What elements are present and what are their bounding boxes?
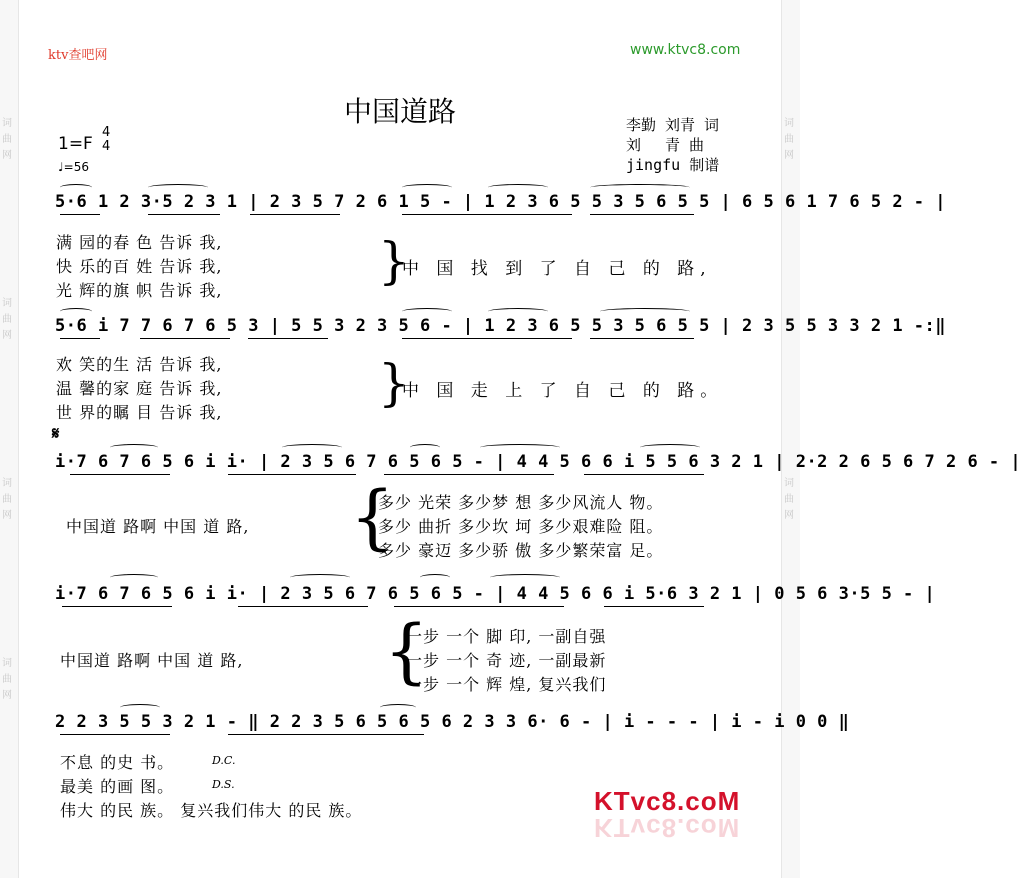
ending-line-c: 伟大 的民 族。 复兴我们伟大 的民 族。: [60, 801, 363, 820]
brace-2: }: [378, 354, 410, 412]
verse-line-2a: 欢 笑的生 活 告诉 我,: [56, 355, 223, 374]
song-title: 中国道路: [343, 95, 456, 128]
chorus-line-2: 中 国 走 上 了 自 己 的 路。: [402, 381, 724, 401]
key-signature: 1=F: [58, 134, 93, 154]
ktvc8-logo-reflection: KTvc8.coM: [594, 813, 741, 843]
refrain-line-3a: 多少 光荣 多少梦 想 多少风流人 物。: [378, 493, 664, 512]
verse-line-2c: 世 界的瞩 目 告诉 我,: [56, 403, 223, 422]
watermark-char: 曲: [784, 494, 794, 505]
watermark-char: 词: [784, 478, 794, 489]
verse-line-2b: 温 馨的家 庭 告诉 我,: [56, 379, 223, 398]
site-name-left[interactable]: ktv查吧网: [48, 48, 108, 63]
tempo-marking: ♩=56: [58, 160, 89, 174]
verse-line-1c: 光 辉的旗 帜 告诉 我,: [56, 281, 223, 300]
watermark-char: 网: [2, 150, 12, 161]
left-watermark-strip: [0, 0, 19, 878]
watermark-char: 网: [784, 150, 794, 161]
site-url-right[interactable]: www.ktvc8.com: [630, 42, 741, 58]
watermark-char: 网: [2, 330, 12, 341]
lead-line-4: 中国道 路啊 中国 道 路,: [60, 651, 244, 670]
watermark-char: 曲: [2, 314, 12, 325]
ktvc8-logo[interactable]: KTvc8.coM: [594, 786, 741, 816]
brace-3: {: [350, 476, 395, 558]
verse-line-1b: 快 乐的百 姓 告诉 我,: [56, 257, 223, 276]
refrain-line-4c: 一步 一个 辉 煌, 复兴我们: [406, 675, 607, 694]
time-signature: [102, 126, 110, 154]
chorus-line-1: 中 国 找 到 了 自 己 的 路,: [402, 259, 712, 279]
refrain-line-3c: 多少 豪迈 多少骄 傲 多少繁荣富 足。: [378, 541, 664, 560]
arranger-credit: jingfu 制谱: [626, 156, 720, 174]
staff-row-2: 5·6 i 7 7 6 7 6 5 3 | 5 5 3 2 3 5 6 - | 1 2 3 6 5 5 3 5 6 5 5 | 2 3 5 5 3 3 2 1 -:‖: [55, 316, 946, 336]
ending-line-a: 不息 的史 书。: [60, 753, 175, 772]
staff-row-4: i·7 6 7 6 5 6 i i· | 2 3 5 6 7 6 5 6 5 - | 4 4 5 6 6 i 5·6 3 2 1 | 0 5 6 3·5 5 - |: [55, 584, 936, 604]
watermark-char: 网: [2, 690, 12, 701]
time-bottom: 4: [102, 139, 111, 154]
watermark-char: 曲: [2, 674, 12, 685]
staff-row-5: 2 2 3 5 5 3 2 1 - ‖ 2 2 3 5 6 5 6 5 6 2 3 3 6· 6 - | i - - - | i - i 0 0 ‖: [55, 712, 850, 732]
watermark-char: 曲: [2, 134, 12, 145]
ds-marking: D.S.: [212, 778, 235, 791]
watermark-char: 词: [2, 478, 12, 489]
staff-row-3: i·7 6 7 6 5 6 i i· | 2 3 5 6 7 6 5 6 5 - | 4 4 5 6 6 i 5 5 6 3 2 1 | 2·2 2 6 5 6 7 2 6 - |: [55, 452, 1021, 472]
refrain-line-4a: 一步 一个 脚 印, 一副自强: [406, 627, 607, 646]
watermark-char: 词: [2, 298, 12, 309]
ending-line-b: 最美 的画 图。: [60, 777, 175, 796]
right-watermark-strip: [781, 0, 800, 878]
watermark-char: 网: [784, 510, 794, 521]
composer-credit: 刘 青 曲: [626, 136, 705, 154]
time-top: 4: [102, 125, 111, 140]
brace-4: {: [384, 610, 429, 692]
segno-sign: 𝄋: [52, 424, 60, 444]
lead-line-3: 中国道 路啊 中国 道 路,: [66, 517, 250, 536]
watermark-char: 网: [2, 510, 12, 521]
watermark-char: 曲: [784, 134, 794, 145]
watermark-char: 曲: [2, 494, 12, 505]
brace-1: }: [378, 232, 410, 290]
refrain-line-4b: 一步 一个 奇 迹, 一副最新: [406, 651, 607, 670]
lyricist-credit: 李勤 刘青 词: [626, 116, 720, 134]
watermark-char: 词: [784, 118, 794, 129]
staff-row-1: 5·6 1 2 3·5 2 3 1 | 2 3 5 7 2 6 1 5 - | 1 2 3 6 5 5 3 5 6 5 5 | 6 5 6 1 7 6 5 2 - |: [55, 192, 946, 212]
watermark-char: 词: [2, 118, 12, 129]
dc-marking: D.C.: [212, 754, 236, 767]
watermark-char: 词: [2, 658, 12, 669]
refrain-line-3b: 多少 曲折 多少坎 坷 多少艰难险 阻。: [378, 517, 664, 536]
verse-line-1a: 满 园的春 色 告诉 我,: [56, 233, 223, 252]
